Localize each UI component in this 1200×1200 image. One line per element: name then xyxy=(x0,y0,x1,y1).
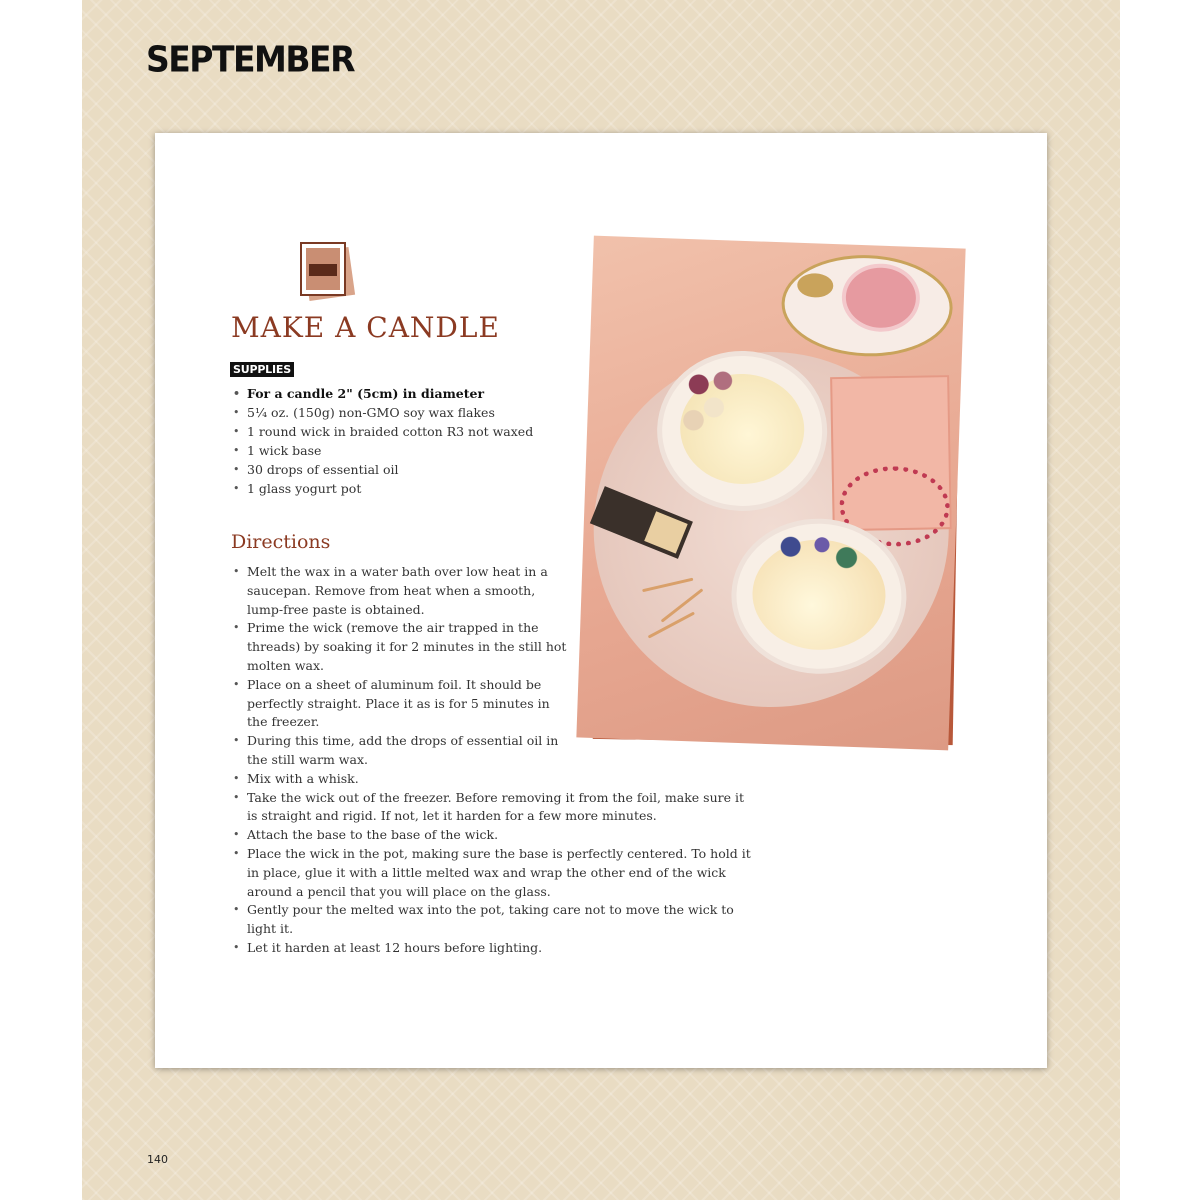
photo-image xyxy=(576,236,965,751)
supply-item: • 1 glass yogurt pot xyxy=(231,479,571,498)
direction-step: • Place the wick in the pot, making sure the base is perfectly centered. To hold it in place, glue it with a little melted wax and wrap the other end of the wick around a pencil that you will place on the glass. xyxy=(231,845,757,901)
directions-title: Directions xyxy=(231,531,331,553)
month-heading: SEPTEMBER xyxy=(146,38,354,81)
supply-item: • 30 drops of essential oil xyxy=(231,460,571,479)
direction-step: • Take the wick out of the freezer. Before removing it from the foil, make sure it is straight and rigid. If not, let it harden for a few more minutes. xyxy=(231,789,757,827)
direction-step: • Mix with a whisk. xyxy=(231,770,757,789)
supply-item: • For a candle 2" (5cm) in diameter xyxy=(231,384,571,403)
supplies-label: SUPPLIES xyxy=(230,362,294,377)
direction-step: • Gently pour the melted wax into the pot, taking care not to move the wick to light it. xyxy=(231,901,757,939)
direction-step: • Place on a sheet of aluminum foil. It should be perfectly straight. Place it as is for 5 minutes in the freezer. xyxy=(231,676,567,732)
supply-item: • 1 wick base xyxy=(231,441,571,460)
page-number: 140 xyxy=(147,1153,168,1166)
direction-step: • Melt the wax in a water bath over low heat in a saucepan. Remove from heat when a smooth, lump-free paste is obtained. xyxy=(231,563,567,619)
direction-step: • Attach the base to the base of the wick. xyxy=(231,826,757,845)
candle-emblem-icon xyxy=(300,242,346,296)
recipe-title: MAKE A CANDLE xyxy=(231,311,500,344)
supply-item: • 1 round wick in braided cotton R3 not waxed xyxy=(231,422,571,441)
supply-item: • 5¼ oz. (150g) non-GMO soy wax flakes xyxy=(231,403,571,422)
direction-step: • Let it harden at least 12 hours before lighting. xyxy=(231,939,757,958)
direction-step: • Prime the wick (remove the air trapped in the threads) by soaking it for 2 minutes in the still hot molten wax. xyxy=(231,619,567,675)
candle-photo xyxy=(585,242,975,752)
direction-step: • During this time, add the drops of essential oil in the still warm wax. xyxy=(231,732,567,770)
supplies-list xyxy=(231,384,571,498)
emblem-band xyxy=(309,264,337,276)
